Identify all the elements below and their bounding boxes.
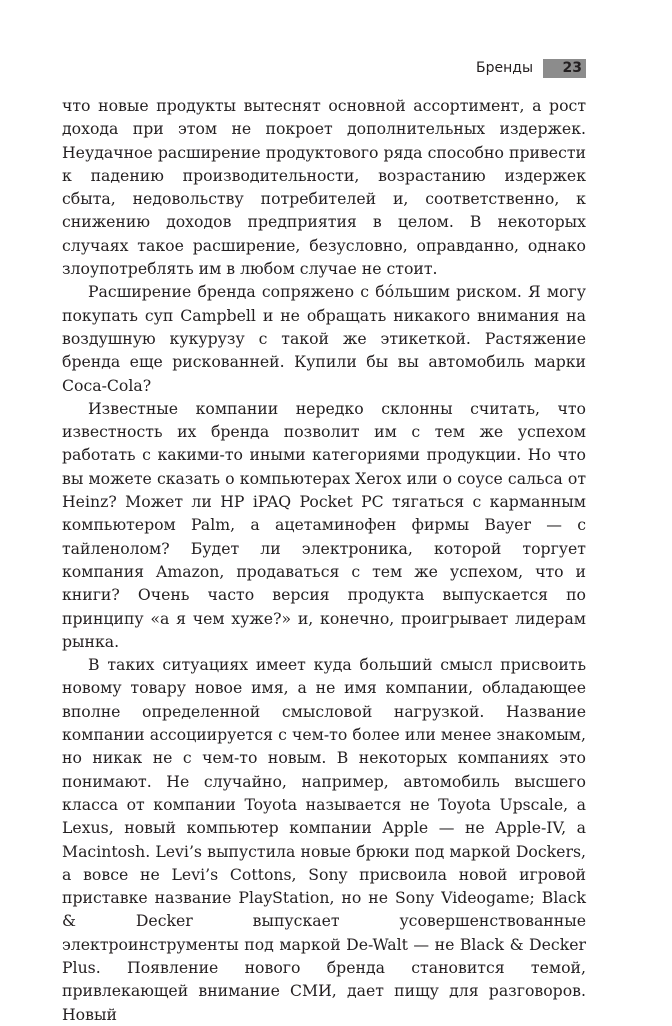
paragraph: что новые продукты вытеснят основной ассортимент, а рост дохода при этом не покроет дополнительных издержек. Неудачное расширение продуктового ряда способно привести к падению производительности, возрастанию издержек сбыта, недовольству потребителей и, соответственно, к снижению доходов предприятия в целом. В некоторых случаях такое расширение, безусловно, оправданно, однако злоупотреблять им в любом случае не стоит. — [62, 96, 586, 279]
page-number: 23 — [543, 59, 586, 78]
paragraph: Известные компании нередко склонны считать, что известность их бренда позволит им с тем же успехом работать с какими-то иными категориями продукции. Но что вы можете сказать о компьютерах Xerox или о соусе сальса от Heinz? Может ли HP iPAQ Pocket PC тягаться с карманным компьютером Palm, а ацетаминофен фирмы Bayer — с тайленолом? Будет ли электроника, которой торгует компания Amazon, продаваться с тем же успехом, что и книги? Очень часто версия продукта выпускается по принципу «а я чем хуже?» и, конечно, проигрывает лидерам рынка. — [62, 398, 586, 651]
body-text — [62, 94, 586, 1026]
running-head — [476, 59, 586, 78]
paragraph: Расширение бренда сопряжено с бо́льшим риском. Я могу покупать суп Campbell и не обращать никакого внимания на воздушную кукурузу с такой же этикеткой. Растяжение бренда еще рискованней. Купили бы вы автомобиль марки Coca-Cola? — [62, 282, 586, 395]
section-title: Бренды — [476, 60, 533, 76]
paragraph: В таких ситуациях имеет куда больший смысл присвоить новому товару новое имя, а не имя компании, обладающее вполне определенной смысловой нагрузкой. Название компании ассоциируется с чем-то более или менее знакомым, но никак не с чем-то новым. В некоторых компаниях это понимают. Не случайно, например, автомобиль высшего класса от компании Toyota называется не Toyota Upscale, а Lexus, новый компьютер компании Apple — не Apple-IV, а Macintosh. Levi’s выпустила новые брюки под маркой Dockers, а вовсе не Levi’s Cottons, Sony присвоила новой игровой приставке название PlayStation, но не Sony Videogame; Black & Decker выпускает усовершенствованные электроинструменты под маркой De-Walt — не Black & Decker Plus. Появление нового бренда становится темой, привлекающей внимание СМИ, дает пищу для разговоров. Новый — [62, 655, 586, 1024]
